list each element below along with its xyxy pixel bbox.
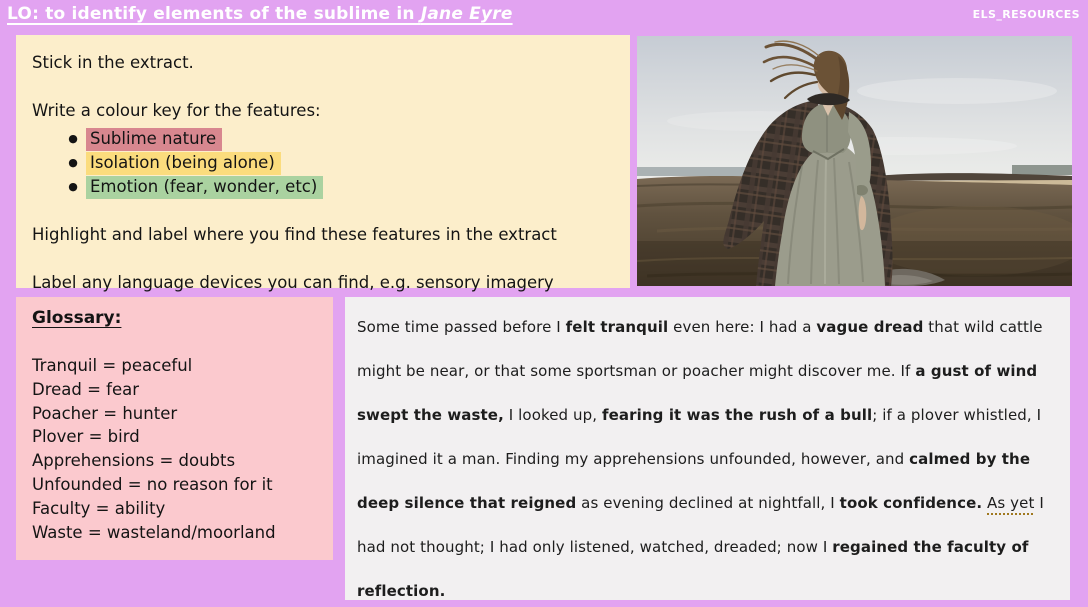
moor-scene: [637, 36, 1072, 286]
extract-segment: calmed by the deep silence that reigned: [357, 450, 1031, 512]
book-title: Jane Eyre: [420, 4, 513, 24]
extract-segment: as evening declined at nightfall, I: [576, 494, 840, 512]
extract-box: [345, 297, 1070, 600]
extract-segment: that wild cattle might be near, or that some sportsman or poacher might discover me. If: [357, 318, 1043, 380]
page-title: [7, 4, 513, 24]
extract-segment: took confidence.: [839, 494, 983, 512]
bullet-icon: ●: [68, 132, 78, 145]
feature-label: Sublime nature: [86, 128, 222, 151]
extract-segment: fearing it was the rush of a bull: [602, 406, 873, 424]
glossary-entry: Plover = bird: [32, 427, 140, 447]
glossary-entry: Waste = wasteland/moorland: [32, 522, 276, 542]
feature-item: [32, 175, 614, 199]
glossary-entry: Poacher = hunter: [32, 403, 178, 423]
glossary-heading: Glossary:: [32, 308, 122, 328]
bullet-icon: ●: [68, 156, 78, 169]
bullet-icon: ●: [68, 180, 78, 193]
glossary-entry: Unfounded = no reason for it: [32, 474, 273, 494]
glossary-entry: Tranquil = peaceful: [32, 356, 193, 375]
watermark: ELS_RESOURCES: [972, 8, 1080, 21]
glossary-entry: Dread = fear: [32, 379, 140, 399]
extract-text: [357, 318, 1044, 600]
jane-eyre-photo: [637, 36, 1072, 286]
glossary-box: [16, 297, 333, 560]
glossary-entry: Apprehensions = doubts: [32, 451, 236, 471]
instruction-line-3: Highlight and label where you find these features in the extract: [32, 225, 557, 244]
distant-hills-right: [1012, 165, 1072, 175]
extract-segment: ; if a plover whistled, I imagined it a man. Finding my apprehensions unfounded, however, and: [357, 406, 1042, 468]
extract-segment: regained the faculty of reflection.: [357, 538, 1029, 600]
extract-segment: even here: I had a: [668, 318, 817, 336]
instruction-line-4: Label any language devices you can find, e.g. sensory imagery: [32, 273, 554, 292]
feature-list: [32, 127, 614, 199]
extract-segment: Some time passed before I: [357, 318, 566, 336]
instruction-line-2: Write a colour key for the features:: [32, 101, 321, 120]
instructions-box: [16, 35, 630, 292]
feature-label: Isolation (being alone): [86, 152, 281, 175]
glossary-list: [32, 354, 317, 544]
feature-item: [32, 151, 614, 175]
feature-item: [32, 127, 614, 151]
extract-segment: I had not thought; I had only listened, watched, dreaded; now I: [357, 494, 1044, 556]
instruction-line-1: Stick in the extract.: [32, 53, 194, 72]
extract-segment: I looked up,: [503, 406, 603, 424]
glossary-entry: Faculty = ability: [32, 498, 166, 518]
extract-segment: a gust of wind swept the waste,: [357, 362, 1038, 424]
extract-segment: As yet: [987, 494, 1035, 512]
feature-label: Emotion (fear, wonder, etc): [86, 176, 323, 199]
extract-segment: felt tranquil: [565, 318, 669, 336]
extract-segment: vague dread: [816, 318, 924, 336]
page-title-text: LO: to identify elements of the sublime in: [7, 4, 421, 24]
